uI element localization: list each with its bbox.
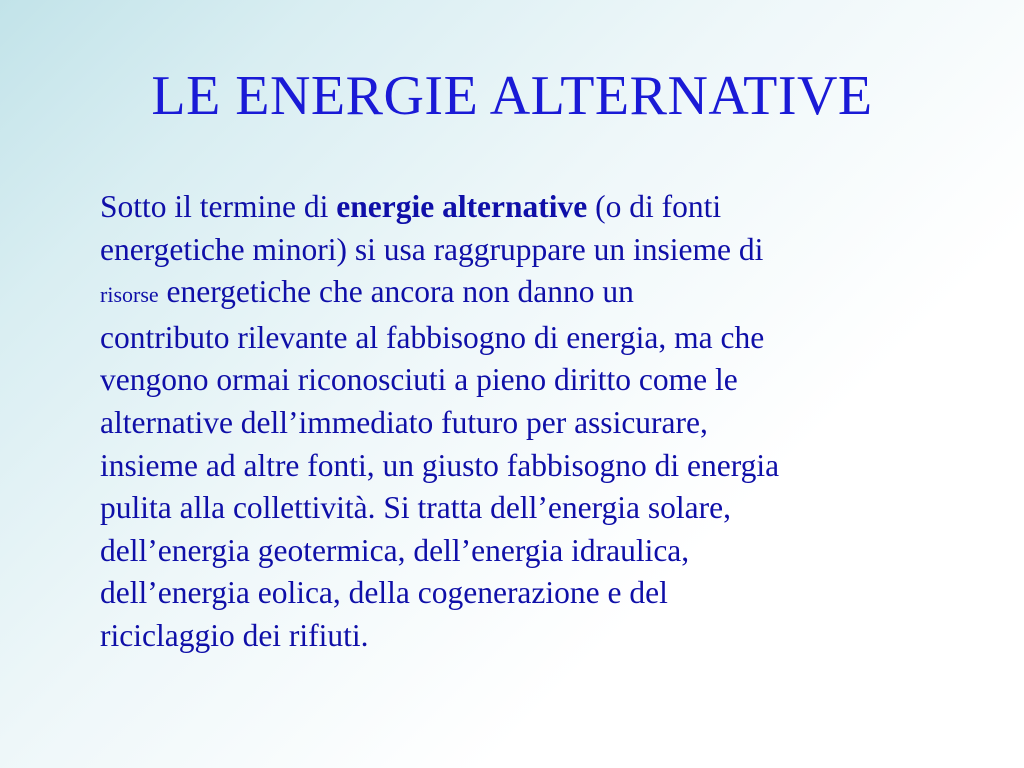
body-line-8: pulita alla collettività. Si tratta dell’energia solare, <box>100 490 731 526</box>
body-line-1 <box>100 186 980 229</box>
slide-title: LE ENERGIE ALTERNATIVE <box>151 65 873 127</box>
body-line-3-small-word: risorse <box>100 282 159 308</box>
slide-body-text <box>100 186 980 658</box>
body-line-7: insieme ad altre fonti, un giusto fabbisogno di energia <box>100 447 780 483</box>
key-term-energie-alternative: energie alternative <box>336 189 588 224</box>
body-line-5: vengono ormai riconosciuti a pieno diritto come le <box>100 362 738 398</box>
body-line-6: alternative dell’immediato futuro per assicurare, <box>100 404 708 440</box>
body-line-11: riciclaggio dei rifiuti. <box>100 617 369 653</box>
body-line-3-tail: energetiche che ancora non danno un <box>158 274 634 310</box>
body-line-2: energetiche minori) si usa raggruppare un insieme di <box>100 231 764 267</box>
body-line-9: dell’energia geotermica, dell’energia idraulica, <box>100 532 690 568</box>
body-line-1-lead: Sotto il termine di <box>100 189 337 224</box>
body-line-3 <box>100 271 980 317</box>
body-line-10: dell’energia eolica, della cogenerazione e del <box>100 575 668 611</box>
body-line-4: contributo rilevante al fabbisogno di energia, ma che <box>100 319 765 355</box>
body-line-1-tail: (o di fonti <box>587 189 722 224</box>
